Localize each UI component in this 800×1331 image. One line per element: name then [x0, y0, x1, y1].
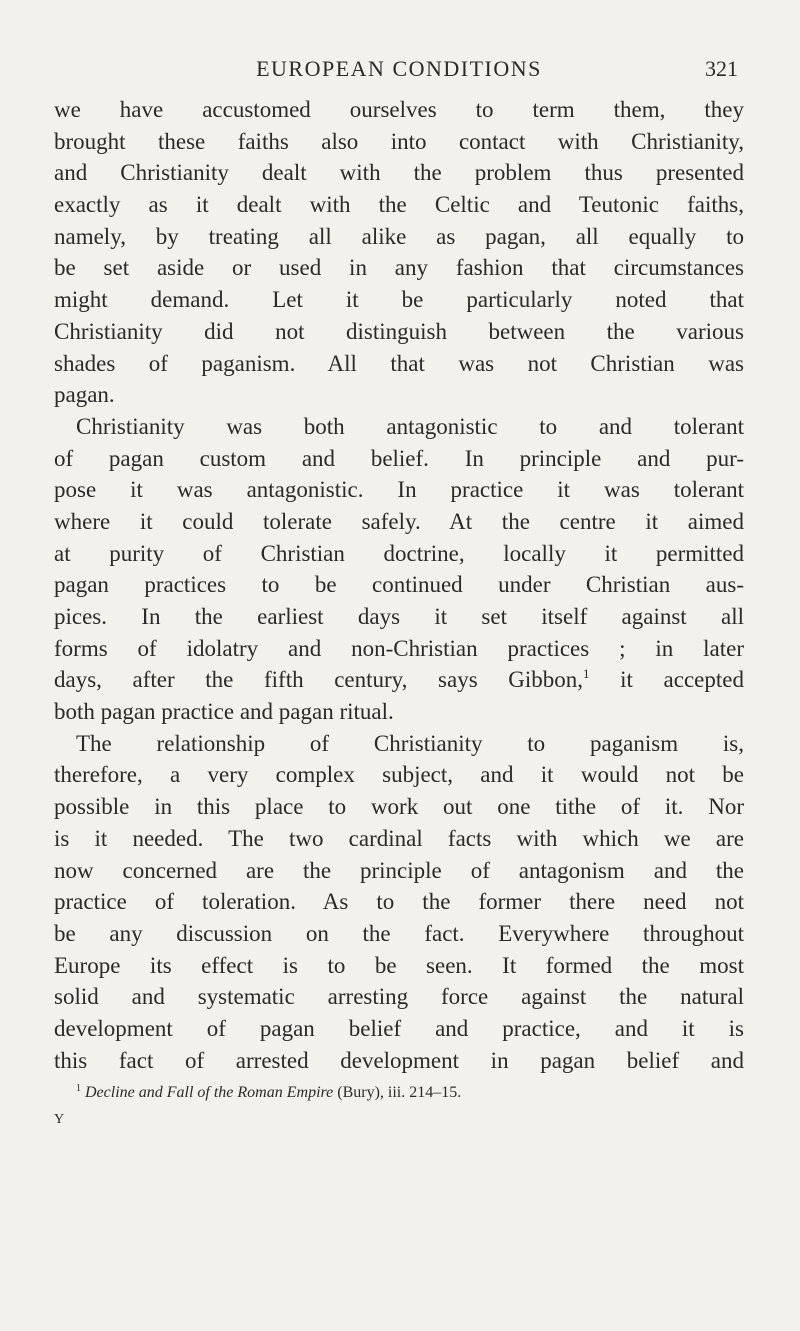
text-line: forms of idolatry and non-Christian practices ; in later: [54, 635, 744, 661]
text-line: be set aside or used in any fashion that circumstances: [54, 255, 744, 281]
footnote-citation: (Bury), iii. 214–15.: [333, 1084, 462, 1101]
text-line: pose it was antagonistic. In practice it was tolerant: [54, 477, 744, 503]
text-line: Europe its effect is to be seen. It formed the most: [54, 952, 744, 978]
text-line: therefore, a very complex subject, and it would not be: [54, 762, 744, 788]
text-line: Christianity did not distinguish between the various: [54, 318, 744, 344]
text-segment: days, after the fifth century, says Gibbon,: [54, 667, 584, 693]
text-line: solid and systematic arresting force against the natural: [54, 984, 744, 1010]
book-page: [54, 0, 744, 1331]
footnote-title: Decline and Fall of the Roman Empire: [85, 1084, 334, 1101]
text-line: both pagan practice and pagan ritual.: [54, 699, 394, 725]
text-line: brought these faiths also into contact with Christianity,: [54, 128, 744, 154]
footnote-marker: 1: [76, 1083, 81, 1094]
text-line: this fact of arrested development in pagan belief and: [54, 1047, 744, 1073]
text-line: pagan practices to be continued under Christian aus-: [54, 572, 744, 598]
text-line: at purity of Christian doctrine, locally it permitted: [54, 540, 744, 566]
text-line: where it could tolerate safely. At the centre it aimed: [54, 508, 744, 534]
signature-mark: Y: [54, 1112, 65, 1127]
running-title: EUROPEAN CONDITIONS: [256, 56, 542, 81]
text-line: practice of toleration. As to the former there need not: [54, 889, 744, 915]
text-line: might demand. Let it be particularly noted that: [54, 287, 744, 313]
text-line: Christianity was both antagonistic to and tolerant: [76, 413, 744, 439]
text-line-with-footnote-ref: [54, 664, 744, 696]
text-line: and Christianity dealt with the problem thus presented: [54, 160, 744, 186]
running-head: [54, 56, 744, 86]
text-line: now concerned are the principle of antagonism and the: [54, 857, 744, 883]
page-number: 321: [705, 56, 738, 81]
body-text: [54, 94, 744, 1076]
text-line: exactly as it dealt with the Celtic and Teutonic faiths,: [54, 192, 744, 218]
text-line: of pagan custom and belief. In principle and pur-: [54, 445, 744, 471]
text-line: we have accustomed ourselves to term them, they: [54, 97, 744, 122]
text-line: pagan.: [54, 382, 115, 408]
text-line: pices. In the earliest days it set itself against all: [54, 604, 744, 629]
text-line: namely, by treating all alike as pagan, all equally to: [54, 223, 744, 249]
text-line: The relationship of Christianity to paganism is,: [76, 730, 744, 756]
text-line: is it needed. The two cardinal facts with which we are: [54, 825, 744, 851]
text-line: development of pagan belief and practice, and it is: [54, 1015, 744, 1041]
text-line: possible in this place to work out one tithe of it. Nor: [54, 794, 744, 820]
footnote-reference[interactable]: 1: [583, 666, 590, 682]
footnote: [76, 1084, 461, 1102]
text-line: shades of paganism. All that was not Christian was: [54, 350, 744, 376]
text-line: be any discussion on the fact. Everywhere throughout: [54, 920, 744, 946]
text-segment: it accepted: [589, 667, 744, 693]
